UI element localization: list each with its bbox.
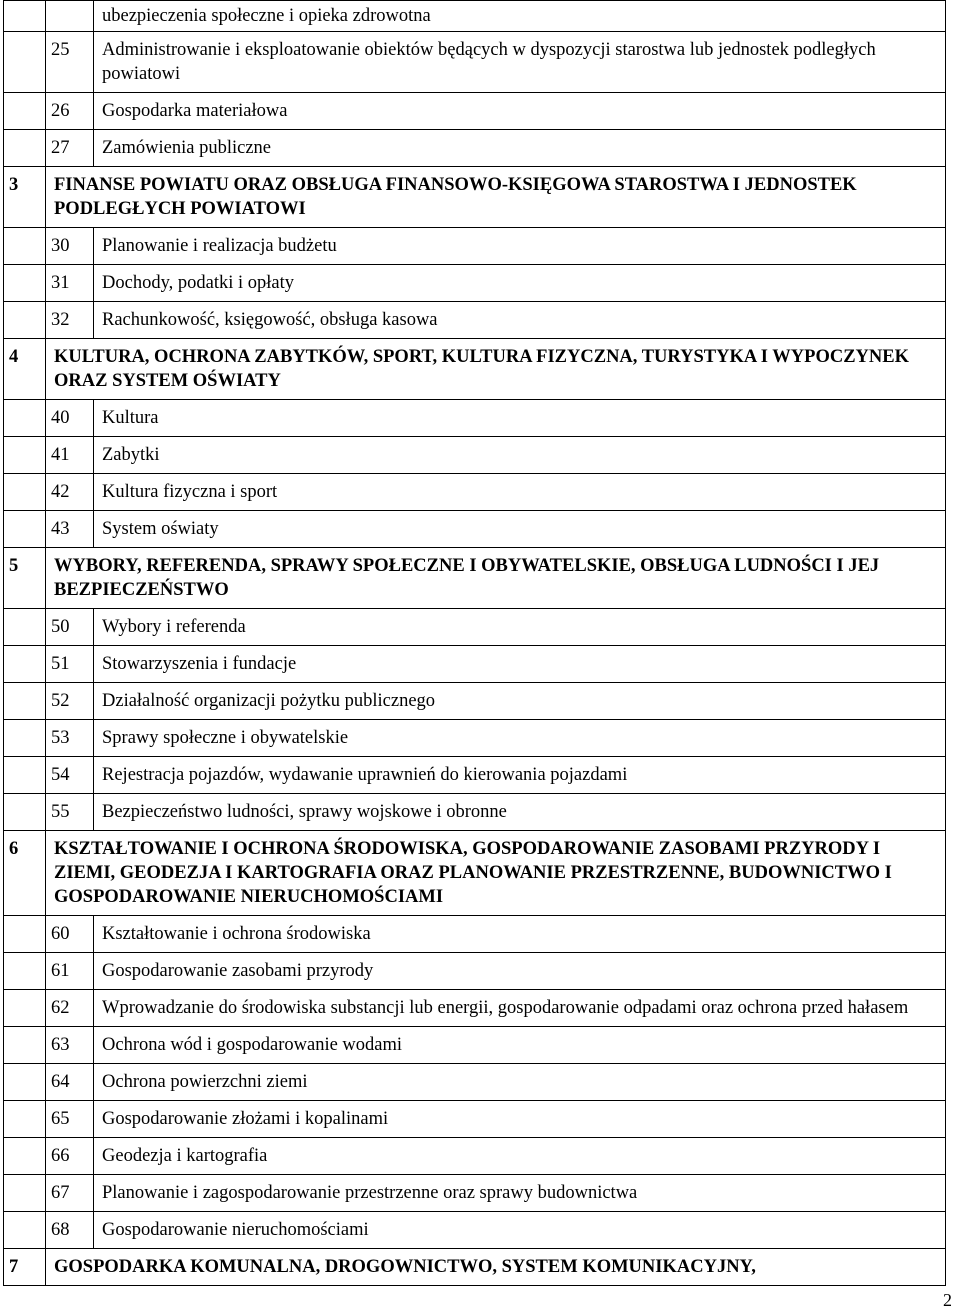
- subsection-number: 66: [46, 1138, 94, 1175]
- subsection-number: 27: [46, 130, 94, 167]
- empty-cell: [4, 302, 46, 339]
- subsection-title: Gospodarka materiałowa: [94, 93, 946, 130]
- section-row: [4, 1249, 946, 1286]
- subsection-title: Gospodarowanie złożami i kopalinami: [94, 1101, 946, 1138]
- subsection-number: 68: [46, 1212, 94, 1249]
- subsection-row: [4, 990, 946, 1027]
- empty-cell: [4, 511, 46, 548]
- section-number: 7: [4, 1249, 46, 1286]
- subsection-row: [4, 757, 946, 794]
- subsection-row: [4, 1175, 946, 1212]
- subsection-title: Ochrona powierzchni ziemi: [94, 1064, 946, 1101]
- empty-cell: [4, 1101, 46, 1138]
- subsection-number: 51: [46, 646, 94, 683]
- subsection-number: 62: [46, 990, 94, 1027]
- empty-cell: [4, 265, 46, 302]
- continuation-row: [4, 1, 946, 32]
- section-row: [4, 548, 946, 609]
- empty-cell: [4, 1, 46, 32]
- section-number: 5: [4, 548, 46, 609]
- classification-table-body: [4, 1, 946, 1286]
- subsection-title: Bezpieczeństwo ludności, sprawy wojskowe i obronne: [94, 794, 946, 831]
- subsection-row: [4, 1212, 946, 1249]
- subsection-row: [4, 1101, 946, 1138]
- subsection-row: [4, 720, 946, 757]
- subsection-number: 67: [46, 1175, 94, 1212]
- subsection-title: System oświaty: [94, 511, 946, 548]
- subsection-row: [4, 511, 946, 548]
- subsection-title: Zamówienia publiczne: [94, 130, 946, 167]
- empty-cell: [4, 474, 46, 511]
- empty-cell: [4, 646, 46, 683]
- subsection-number: 61: [46, 953, 94, 990]
- empty-cell: [4, 1175, 46, 1212]
- subsection-row: [4, 474, 946, 511]
- section-title: GOSPODARKA KOMUNALNA, DROGOWNICTWO, SYSTEM KOMUNIKACYJNY,: [46, 1249, 946, 1286]
- classification-table: [3, 0, 946, 1286]
- empty-cell: [4, 400, 46, 437]
- subsection-row: [4, 1138, 946, 1175]
- subsection-row: [4, 1064, 946, 1101]
- subsection-row: [4, 646, 946, 683]
- subsection-title: Geodezja i kartografia: [94, 1138, 946, 1175]
- subsection-number: [46, 1, 94, 32]
- empty-cell: [4, 130, 46, 167]
- subsection-title: Gospodarowanie zasobami przyrody: [94, 953, 946, 990]
- subsection-number: 32: [46, 302, 94, 339]
- subsection-title: Rachunkowość, księgowość, obsługa kasowa: [94, 302, 946, 339]
- section-number: 4: [4, 339, 46, 400]
- subsection-number: 60: [46, 916, 94, 953]
- subsection-number: 54: [46, 757, 94, 794]
- subsection-title: Kultura fizyczna i sport: [94, 474, 946, 511]
- page-number: 2: [943, 1290, 952, 1310]
- subsection-title: Planowanie i zagospodarowanie przestrzenne oraz sprawy budownictwa: [94, 1175, 946, 1212]
- document-page: [3, 0, 946, 1286]
- subsection-row: [4, 609, 946, 646]
- section-title: FINANSE POWIATU ORAZ OBSŁUGA FINANSOWO-KSIĘGOWA STAROSTWA I JEDNOSTEK PODLEGŁYCH POWIATOWI: [46, 167, 946, 228]
- subsection-title: ubezpieczenia społeczne i opieka zdrowotna: [94, 1, 946, 32]
- empty-cell: [4, 990, 46, 1027]
- subsection-row: [4, 32, 946, 93]
- section-number: 6: [4, 831, 46, 916]
- subsection-number: 25: [46, 32, 94, 93]
- subsection-number: 55: [46, 794, 94, 831]
- subsection-title: Gospodarowanie nieruchomościami: [94, 1212, 946, 1249]
- section-title: KULTURA, OCHRONA ZABYTKÓW, SPORT, KULTURA FIZYCZNA, TURYSTYKA I WYPOCZYNEK ORAZ SYSTEM OŚWIATY: [46, 339, 946, 400]
- subsection-title: Wprowadzanie do środowiska substancji lub energii, gospodarowanie odpadami oraz ochrona przed hałasem: [94, 990, 946, 1027]
- subsection-title: Rejestracja pojazdów, wydawanie uprawnień do kierowania pojazdami: [94, 757, 946, 794]
- subsection-number: 65: [46, 1101, 94, 1138]
- subsection-row: [4, 265, 946, 302]
- subsection-number: 26: [46, 93, 94, 130]
- section-number: 3: [4, 167, 46, 228]
- empty-cell: [4, 1064, 46, 1101]
- subsection-title: Ochrona wód i gospodarowanie wodami: [94, 1027, 946, 1064]
- subsection-number: 63: [46, 1027, 94, 1064]
- empty-cell: [4, 32, 46, 93]
- subsection-number: 30: [46, 228, 94, 265]
- subsection-title: Dochody, podatki i opłaty: [94, 265, 946, 302]
- subsection-number: 42: [46, 474, 94, 511]
- empty-cell: [4, 93, 46, 130]
- subsection-title: Zabytki: [94, 437, 946, 474]
- subsection-title: Administrowanie i eksploatowanie obiektów będących w dyspozycji starostwa lub jednostek podległych powiatowi: [94, 32, 946, 93]
- subsection-row: [4, 93, 946, 130]
- subsection-title: Działalność organizacji pożytku publicznego: [94, 683, 946, 720]
- empty-cell: [4, 916, 46, 953]
- subsection-title: Stowarzyszenia i fundacje: [94, 646, 946, 683]
- subsection-title: Kultura: [94, 400, 946, 437]
- empty-cell: [4, 1027, 46, 1064]
- empty-cell: [4, 228, 46, 265]
- subsection-row: [4, 130, 946, 167]
- empty-cell: [4, 437, 46, 474]
- empty-cell: [4, 609, 46, 646]
- subsection-row: [4, 683, 946, 720]
- section-title: KSZTAŁTOWANIE I OCHRONA ŚRODOWISKA, GOSPODAROWANIE ZASOBAMI PRZYRODY I ZIEMI, GEODEZJA I KARTOGRAFIA ORAZ PLANOWANIE PRZESTRZENNE, BUDOWNICTWO I GOSPODAROWANIE NIERUCHOMOŚCIAMI: [46, 831, 946, 916]
- subsection-row: [4, 1027, 946, 1064]
- section-row: [4, 339, 946, 400]
- subsection-title: Kształtowanie i ochrona środowiska: [94, 916, 946, 953]
- empty-cell: [4, 720, 46, 757]
- subsection-row: [4, 794, 946, 831]
- subsection-row: [4, 953, 946, 990]
- subsection-title: Sprawy społeczne i obywatelskie: [94, 720, 946, 757]
- empty-cell: [4, 757, 46, 794]
- empty-cell: [4, 1212, 46, 1249]
- subsection-row: [4, 916, 946, 953]
- subsection-number: 43: [46, 511, 94, 548]
- empty-cell: [4, 1138, 46, 1175]
- subsection-number: 50: [46, 609, 94, 646]
- subsection-row: [4, 228, 946, 265]
- subsection-row: [4, 400, 946, 437]
- subsection-number: 41: [46, 437, 94, 474]
- subsection-number: 53: [46, 720, 94, 757]
- empty-cell: [4, 683, 46, 720]
- subsection-number: 40: [46, 400, 94, 437]
- empty-cell: [4, 794, 46, 831]
- section-row: [4, 167, 946, 228]
- subsection-number: 52: [46, 683, 94, 720]
- section-row: [4, 831, 946, 916]
- subsection-row: [4, 302, 946, 339]
- section-title: WYBORY, REFERENDA, SPRAWY SPOŁECZNE I OBYWATELSKIE, OBSŁUGA LUDNOŚCI I JEJ BEZPIECZEŃSTWO: [46, 548, 946, 609]
- subsection-title: Planowanie i realizacja budżetu: [94, 228, 946, 265]
- subsection-number: 64: [46, 1064, 94, 1101]
- subsection-row: [4, 437, 946, 474]
- subsection-title: Wybory i referenda: [94, 609, 946, 646]
- subsection-number: 31: [46, 265, 94, 302]
- empty-cell: [4, 953, 46, 990]
